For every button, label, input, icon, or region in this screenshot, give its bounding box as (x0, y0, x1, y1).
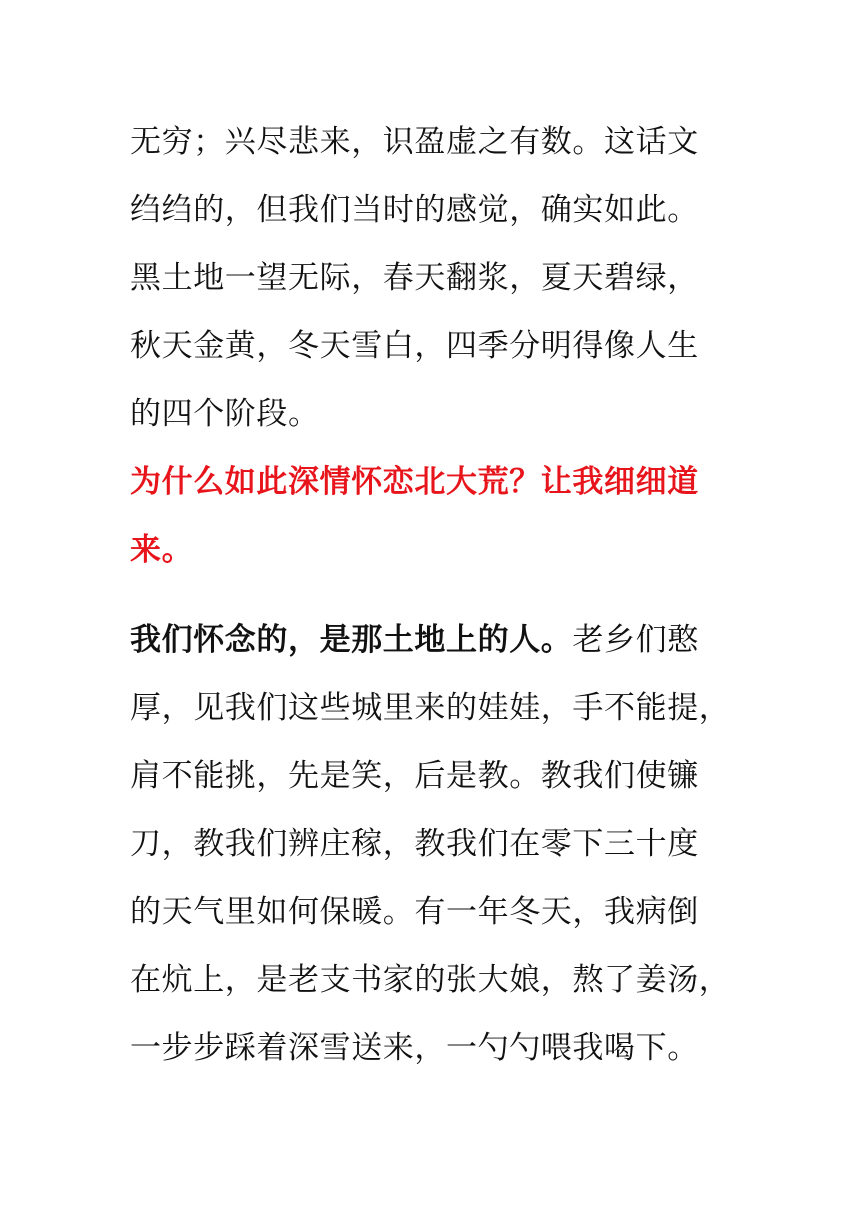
paragraph1-line-3: 黑土地一望无际，春天翻浆，夏天碧绿， (130, 260, 699, 296)
paragraph2-line-4: 刀，教我们辨庄稼，教我们在零下三十度 (130, 826, 699, 862)
paragraph2-line-2: 厚，见我们这些城里来的娃娃，手不能提， (130, 690, 731, 726)
paragraph1-line-2: 绉绉的，但我们当时的感觉，确实如此。 (130, 192, 699, 228)
paragraph1-line-1: 无穷；兴尽悲来，识盈虚之有数。这话文 (130, 124, 699, 160)
paragraph2-line-5: 的天气里如何保暖。有一年冬天，我病倒 (130, 894, 699, 930)
paragraph1-line-5: 的四个阶段。 (130, 396, 320, 432)
highlight-line-1: 为什么如此深情怀恋北大荒？让我细细道 (130, 464, 699, 500)
paragraph2-line-7: 一步步踩着深雪送来，一勺勺喂我喝下。 (130, 1030, 699, 1066)
paragraph2-line-6: 在炕上，是老支书家的张大娘，熬了姜汤， (130, 962, 731, 998)
paragraph2-line-3: 肩不能挑，先是笑，后是教。教我们使镰 (130, 758, 699, 794)
paragraph2-bold-lead: 我们怀念的，是那土地上的人。 (130, 622, 573, 658)
paragraph2-line-1 (130, 620, 740, 660)
highlight-line-2: 来。 (130, 532, 194, 568)
paragraph2-line-1-rest: 老乡们憨 (572, 622, 699, 658)
paragraph1-line-4: 秋天金黄，冬天雪白，四季分明得像人生 (130, 328, 699, 364)
